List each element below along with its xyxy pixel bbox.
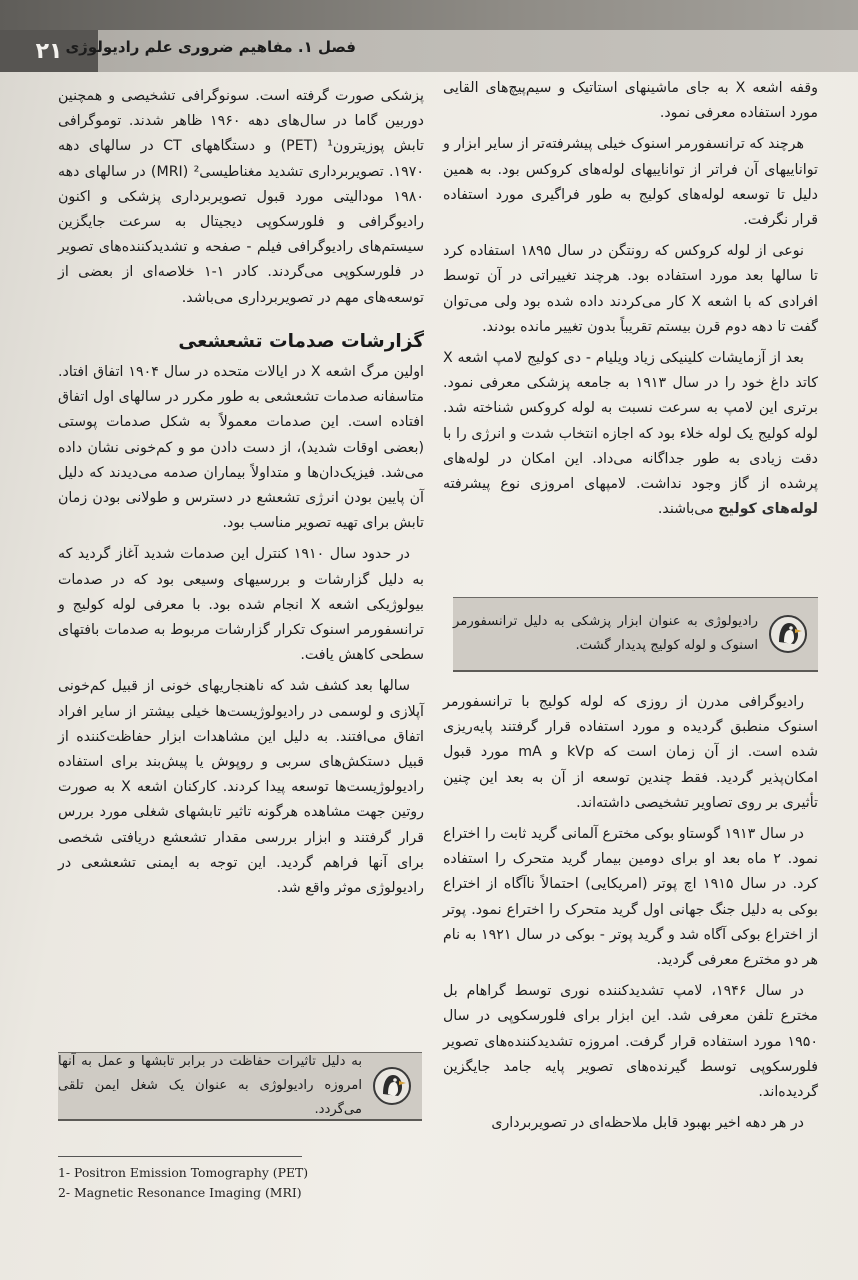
paragraph: در سال ۱۹۱۳ گوستاو بوکی مخترع آلمانی گرید ثابت را اختراع نمود. ۲ ماه بعد او برای دومین بیمار گرید متحرک را استفاده کرد. در سال ۱۹۱۵ اچ پوتر (امریکایی) احتمالاً ناآگاه از اختراع بوکی به دلیل جنگ جهانی اول گرید متحرک را اختراع نمود. پوتر از اختراع بوکی آگاه شد و گرید پوتر - بوکی در سال ۱۹۲۱ به نام هر دو مخترع معرفی گردید. bbox=[443, 826, 818, 969]
highlight-term: لوله‌های کولیج bbox=[718, 501, 818, 518]
note-box-right bbox=[453, 597, 818, 672]
footnote-2: 2- Magnetic Resonance Imaging (MRI) bbox=[58, 1185, 302, 1200]
paragraph-end: می‌باشند. bbox=[657, 501, 719, 518]
paragraph: پزشکی صورت گرفته است. سونوگرافی تشخیصی و همچنین دوربین گاما در سال‌های دهه ۱۹۶۰ ظاهر شدند. توموگرافی تابش پوزیترون¹ (PET) و دستگاههای CT در سالهای دهه ۱۹۷۰. تصویربرداری تشدید مغناطیسی² (MRI) در سالهای دهه ۱۹۸۰ مودالیتی مورد قبول تصویربرداری پزشکی و اکنون رادیوگرافی و فلورسکوپی دیجیتال به سرعت جایگزین سیستم‌های رادیوگرافی فیلم - صفحه و تشدیدکننده‌های تصویر در فلورسکوپی می‌گردند. کادر ۱-۱ خلاصه‌ای از بعضی از توسعه‌های مهم در تصویربرداری می‌باشد. bbox=[58, 88, 425, 306]
paragraph-text: بعد از آزمایشات کلینیکی زیاد ویلیام - دی کولیج لامپ اشعه X کاتد داغ خود را در سال ۱۹۱۳ به جامعه پزشکی معرفی نمود. برتری این لامپ به سرعت نسبت به لوله کروکس شناخته شد. لوله کولیج یک لوله خلاء بود که اجازه انتخاب شدت و انرژی را با دقت زیادی به طور جداگانه می‌داد. این امکان در لوله‌های پرشده از گاز وجود نداشت. لامپهای امروزی نوع پیشرفته bbox=[443, 350, 818, 493]
note-text: به دلیل تاثیرات حفاظت در برابر تابشها و عمل به آنها امروزه رادیولوژی به عنوان یک شغل ایمن تلقی می‌گردد. bbox=[58, 1054, 362, 1117]
paragraph: نوعی از لوله کروکس که رونتگن در سال ۱۸۹۵ استفاده کرد تا سالها بعد مورد استفاده بود. هرچند تغییراتی در آن توسط افرادی که با اشعه X کار می‌کردند داده شده بود ولی می‌توان گفت تا دهه دوم قرن بیستم تقریباً بدون تغییر مانده بودند. bbox=[443, 243, 818, 335]
paragraph: سالها بعد کشف شد که ناهنجاریهای خونی از قبیل کم‌خونی آپلازی و لوسمی در رادیولوژیست‌ها خیلی بیشتر از سایر افراد اتفاق می‌افتند. به دلیل این مشاهدات ابزار حفاظت‌کننده از قبیل دستکش‌های سربی و روپوش یا پیش‌بند برای استفاده رادیولوژیست‌ها توسعه پیدا کردند. کارکنان اشعه X به صورت روتین جهت مشاهده هرگونه تاثیر تابشهای شغلی مورد بررس قرار گرفتند و ابزار بررسی مقدار تشعشع دریافتی شخصی برای آنها فراهم گردید. این توجه به ایمنی تشعشعی در رادیولوژی موثر واقع شد. bbox=[58, 678, 424, 897]
chapter-title: فصل ۱. مفاهیم ضروری علم رادیولوژی bbox=[65, 38, 356, 56]
paragraph bbox=[443, 346, 818, 522]
page-number: ۲۱ bbox=[0, 30, 98, 72]
footnotes bbox=[58, 1163, 418, 1203]
section-title: گزارشات صدمات تشعشعی bbox=[178, 330, 424, 352]
paragraph: در حدود سال ۱۹۱۰ کنترل این صدمات شدید آغاز گردید که به دلیل گزارشات و بررسیهای وسیعی بود که در صدمات بیولوژیکی اشعه X انجام شده بود. با معرفی لوله کولیج و ترانسفورمر اسنوک تکرار گزارشات مربوط به صدمات بافتهای سطحی کاهش یافت. bbox=[58, 546, 424, 664]
paragraph: اولین مرگ اشعه X در ایالات متحده در سال ۱۹۰۴ اتفاق افتاد. متاسفانه صدمات تشعشعی به طور مکرر در سالهای اول اتفاق افتاده است. این صدمات معمولاً به شکل صدمات پوستی (بعضی اوقات شدید)، از دست دادن مو و کم‌خونی نشان داده می‌شد. فیزیک‌دان‌ها و متداولاً بیماران صدمه می‌دیدند که دلیل آن پایین بودن انرژی تشعشع در دسترس و طولانی بودن زمان تابش برای تهیه تصویر مناسب بود. bbox=[58, 364, 424, 532]
paragraph: رادیوگرافی مدرن از روزی که لوله کولیج با ترانسفورمر اسنوک منطبق گردیده و مورد استفاده قرار گرفتند پایه‌ریزی شده است. از آن زمان است که kVp و mA مورد قبول امکان‌پذیر گردید. فقط چندین توسعه از آن به بعد این چنین تأثیری بر روی تصاویر تشخیصی داشته‌اند. bbox=[443, 694, 818, 811]
right-column-continued bbox=[443, 690, 818, 1142]
paragraph: در سال ۱۹۴۶، لامپ تشدیدکننده نوری توسط گراهام بل مخترع تلفن معرفی شد. این ابزار برای فلورسکوپی در سال ۱۹۵۰ مورد استفاده قرار گرفت. امروزه تشدیدکننده‌های تصویر فلورسکوپی توسط گیرنده‌های تصویر پایه جامد جایگزین گردیده‌اند. bbox=[443, 983, 818, 1101]
footnote-divider bbox=[58, 1156, 302, 1157]
right-column bbox=[443, 76, 818, 528]
paragraph: هرچند که ترانسفورمر اسنوک خیلی پیشرفته‌تر از سایر ابزار و تواناییهای آن فراتر از تواناییهای لوله‌های کروکس بود. به همین دلیل تا توسعه لوله‌های کولیج به طور فراگیری مورد استفاده قرار نگرفت. bbox=[443, 136, 818, 229]
note-text: رادیولوژی به عنوان ابزار پزشکی به دلیل ترانسفورمر اسنوک و لوله کولیج پدیدار گشت. bbox=[453, 614, 758, 653]
penguin-mascot-icon bbox=[372, 1066, 412, 1106]
left-column bbox=[58, 84, 424, 907]
note-box-left bbox=[58, 1052, 422, 1121]
header-shadow bbox=[0, 0, 858, 30]
penguin-mascot-icon bbox=[768, 614, 808, 654]
paragraph: در هر دهه اخیر بهبود قابل ملاحظه‌ای در تصویربرداری bbox=[491, 1115, 804, 1132]
footnote-1: 1- Positron Emission Tomography (PET) bbox=[58, 1165, 309, 1180]
paragraph: وقفه اشعه X به جای ماشینهای استاتیک و سیم‌پیچ‌های القایی مورد استفاده معرفی نمود. bbox=[443, 80, 818, 122]
